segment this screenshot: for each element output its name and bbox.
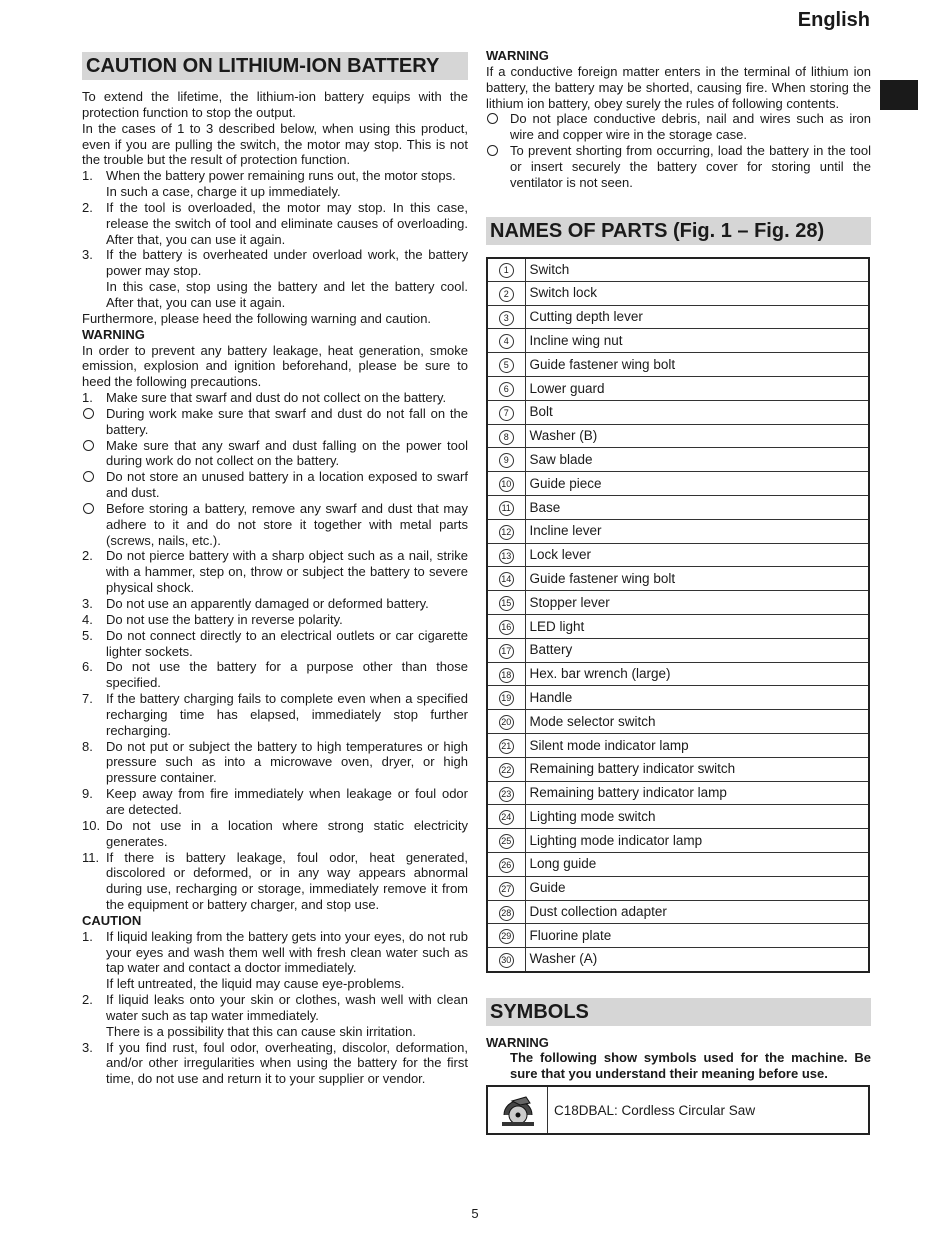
part-name: Stopper lever (525, 591, 869, 615)
warning-items-list (82, 548, 468, 912)
table-row (487, 448, 869, 472)
table-row (487, 305, 869, 329)
bullet-text: Do not place conductive debris, nail and wires such as iron wire and copper wire in the storage case. (510, 111, 871, 143)
item-text: Do not pierce battery with a sharp object such as a nail, strike with a hammer, step on, throw or subject the battery to severe physical shock. (106, 548, 468, 596)
part-number-cell (487, 591, 525, 615)
bullet-text: Make sure that any swarf and dust falling on the power tool during work do not collect on the battery. (106, 437, 468, 469)
part-name: Lower guard (525, 377, 869, 401)
table-row (487, 591, 869, 615)
part-number-cell (487, 924, 525, 948)
part-number: 25 (499, 834, 514, 849)
caution-label: CAUTION (82, 912, 142, 928)
part-name: Base (525, 496, 869, 520)
item-number: 3. (82, 596, 93, 611)
caution-items-list (82, 929, 468, 1087)
bullet-text: Do not store an unused battery in a location exposed to swarf and dust. (106, 469, 468, 501)
item-text: If liquid leaking from the battery gets into your eyes, do not rub your eyes and wash them well with fresh clean water such as tap water and contact a doctor immediately. (106, 928, 468, 976)
part-number: 21 (499, 739, 514, 754)
part-number-cell (487, 829, 525, 853)
list-item (82, 659, 468, 691)
bullet-text: Before storing a battery, remove any swarf and dust that may adhere to it and do not store it together with metal parts (screws, nails, etc.). (106, 500, 468, 548)
item-text: Make sure that swarf and dust do not collect on the battery. (106, 390, 447, 406)
table-row (487, 353, 869, 377)
item-subtext: There is a possibility that this can cause skin irritation. (106, 1023, 416, 1039)
table-row (487, 615, 869, 639)
list-item (82, 1040, 468, 1088)
part-number-cell (487, 258, 525, 282)
item-subtext: In such a case, charge it up immediately. (106, 184, 341, 200)
part-name: Cutting depth lever (525, 305, 869, 329)
bullet-item (486, 111, 871, 143)
item-number: 6. (82, 659, 93, 675)
bullet-item (82, 501, 468, 549)
list-item (82, 691, 468, 739)
table-row (487, 853, 869, 877)
part-name: Silent mode indicator lamp (525, 734, 869, 758)
part-name: Saw blade (525, 448, 869, 472)
part-name: Washer (A) (525, 948, 869, 972)
bullet-item (486, 143, 871, 191)
warning-label: WARNING (486, 48, 549, 63)
item-number: 1. (82, 928, 93, 944)
part-name: Remaining battery indicator switch (525, 757, 869, 781)
part-name: Guide (525, 876, 869, 900)
item-number: 8. (82, 738, 93, 754)
part-number-cell (487, 948, 525, 972)
item-text: When the battery power remaining runs out, the motor stops. (106, 168, 456, 184)
part-number-cell (487, 734, 525, 758)
intro-paragraph-1: To extend the lifetime, the lithium-ion battery equips with the protection function to stop the output. (82, 89, 468, 120)
item-number: 7. (82, 691, 93, 707)
part-name: Fluorine plate (525, 924, 869, 948)
part-name: Handle (525, 686, 869, 710)
page-number: 5 (471, 1206, 479, 1221)
caution-heading: CAUTION ON LITHIUM-ION BATTERY (82, 52, 468, 80)
table-row (487, 567, 869, 591)
item-text: If the tool is overloaded, the motor may stop. In this case, release the switch of tool and eliminate causes of overloading. After that, you can use it again. (106, 199, 468, 247)
warning-text: If a conductive foreign matter enters in the terminal of lithium ion battery, the battery may be shorted, causing fire. When storing the lithium ion battery, obey surely the rules of following contents. (486, 63, 871, 111)
part-number-cell (487, 710, 525, 734)
part-number: 5 (499, 358, 514, 373)
item-number: 1. (82, 390, 93, 406)
part-number-cell (487, 400, 525, 424)
part-name: Bolt (525, 400, 869, 424)
part-number: 14 (499, 572, 514, 587)
bullet-text: During work make sure that swarf and dust do not fall on the battery. (106, 405, 468, 437)
part-number: 1 (499, 263, 514, 278)
intro-paragraph-2: In the cases of 1 to 3 described below, when using this product, even if you are pulling the switch, the motor may stop. This is not the trouble but the result of protection function. (82, 120, 468, 168)
item-text: If you find rust, foul odor, overheating, discolor, deformation, and/or other irregularities when using the battery for the first time, do not use and return it to your supplier or vendor. (106, 1039, 468, 1087)
furthermore-text: Furthermore, please heed the following warning and caution. (82, 310, 432, 326)
part-number-cell (487, 805, 525, 829)
part-number: 18 (499, 668, 514, 683)
part-name: Lock lever (525, 543, 869, 567)
storage-bullets-list (486, 111, 871, 190)
table-row (487, 734, 869, 758)
table-row (487, 876, 869, 900)
list-item (82, 818, 468, 850)
table-row (487, 662, 869, 686)
list-item (82, 168, 468, 184)
item-number: 5. (82, 627, 93, 643)
item-text: Do not use in a location where strong static electricity generates. (106, 817, 468, 849)
bullet-marker (82, 501, 106, 549)
caution-column (82, 52, 468, 1087)
part-number-cell (487, 638, 525, 662)
part-number-cell (487, 329, 525, 353)
part-number: 10 (499, 477, 514, 492)
item-text: If there is battery leakage, foul odor, heat generated, discolored or deformed, or in any way appears abnormal during use, recharging or storage, immediately remove it from the equipment or battery charger, and stop use. (106, 849, 468, 913)
item-number: 3. (82, 1039, 93, 1055)
part-name: Incline wing nut (525, 329, 869, 353)
bullet-text: To prevent shorting from occurring, load the battery in the tool or insert securely the battery cover for storing until the ventilator is not seen. (510, 143, 871, 190)
part-name: Washer (B) (525, 424, 869, 448)
table-row (487, 924, 869, 948)
list-item (82, 992, 468, 1024)
part-number: 9 (499, 453, 514, 468)
table-row (487, 543, 869, 567)
table-row (487, 258, 869, 282)
part-number: 8 (499, 430, 514, 445)
list-item (82, 850, 468, 913)
bullet-marker (82, 438, 106, 470)
warning-label: WARNING (82, 326, 145, 342)
part-number-cell (487, 900, 525, 924)
bullet-item (82, 469, 468, 501)
item-number: 11. (82, 849, 100, 865)
table-row (487, 281, 869, 305)
part-name: Mode selector switch (525, 710, 869, 734)
table-row (487, 781, 869, 805)
part-number-cell (487, 567, 525, 591)
part-name: Long guide (525, 853, 869, 877)
item-text: If the battery is overheated under overload work, the battery power may stop. (106, 247, 468, 279)
part-name: Dust collection adapter (525, 900, 869, 924)
item-text: Do not use the battery for a purpose other than those specified. (106, 659, 468, 691)
item-text: Keep away from fire immediately when leakage or foul odor are detected. (106, 786, 468, 817)
bullet-marker (486, 143, 510, 191)
bullet-item (82, 406, 468, 438)
symbols-warning-label: WARNING (486, 1034, 549, 1050)
table-row (487, 900, 869, 924)
part-number-cell (487, 281, 525, 305)
part-number-cell (487, 305, 525, 329)
part-number: 6 (499, 382, 514, 397)
list-item (82, 200, 468, 248)
symbols-heading: SYMBOLS (486, 998, 871, 1026)
list-item (82, 739, 468, 787)
part-name: Hex. bar wrench (large) (525, 662, 869, 686)
language-tab-marker (880, 80, 918, 110)
list-item (82, 548, 468, 596)
part-name: Remaining battery indicator lamp (525, 781, 869, 805)
language-label: English (797, 9, 870, 31)
item-text: Do not put or subject the battery to high temperatures or high pressure such as into a microwave oven, dryer, or high pressure container. (106, 738, 468, 786)
circle-bullet-icon (83, 503, 94, 514)
part-number-cell (487, 876, 525, 900)
circle-bullet-icon (83, 471, 94, 482)
part-name: Switch lock (525, 281, 869, 305)
parts-heading: NAMES OF PARTS (Fig. 1 – Fig. 28) (486, 217, 871, 245)
part-number: 17 (499, 644, 514, 659)
list-item (82, 628, 468, 660)
part-number: 13 (499, 549, 514, 564)
item-number: 9. (82, 786, 93, 802)
part-number: 30 (499, 953, 514, 968)
table-row (487, 519, 869, 543)
part-number-cell (487, 781, 525, 805)
part-name: Lighting mode indicator lamp (525, 829, 869, 853)
item-subtext: In this case, stop using the battery and let the battery cool. After that, you can use it again. (106, 279, 468, 310)
list-item (82, 247, 468, 279)
part-number: 29 (499, 929, 514, 944)
part-number-cell (487, 472, 525, 496)
part-number-cell (487, 353, 525, 377)
item-subtext: If left untreated, the liquid may cause eye-problems. (106, 976, 405, 992)
part-number: 2 (499, 287, 514, 302)
part-number-cell (487, 662, 525, 686)
part-number: 27 (499, 882, 514, 897)
item-number: 4. (82, 611, 93, 627)
list-item (82, 786, 468, 818)
part-name: LED light (525, 615, 869, 639)
list-item (82, 612, 468, 628)
table-row (487, 757, 869, 781)
item-text: If liquid leaks onto your skin or clothes, wash well with clean water such as tap water immediately. (106, 992, 468, 1023)
part-number: 12 (499, 525, 514, 540)
circle-bullet-icon (83, 408, 94, 419)
item-number: 1. (82, 168, 93, 184)
part-number-cell (487, 686, 525, 710)
bullet-marker (82, 469, 106, 501)
item-text: Do not use the battery in reverse polarity. (106, 611, 343, 627)
part-name: Guide piece (525, 472, 869, 496)
table-row (487, 496, 869, 520)
part-number: 22 (499, 763, 514, 778)
part-name: Guide fastener wing bolt (525, 353, 869, 377)
part-number: 28 (499, 906, 514, 921)
part-number: 16 (499, 620, 514, 635)
item-text: Do not use an apparently damaged or deformed battery. (106, 596, 429, 611)
item-text: If the battery charging fails to complete even when a specified recharging time has elapsed, immediately stop further recharging. (106, 691, 468, 738)
circle-bullet-icon (487, 145, 498, 156)
table-row (487, 805, 869, 829)
part-name: Lighting mode switch (525, 805, 869, 829)
part-number: 4 (499, 334, 514, 349)
item-number: 2. (82, 992, 93, 1008)
table-row (487, 710, 869, 734)
part-number-cell (487, 543, 525, 567)
symbols-intro: The following show symbols used for the machine. Be sure that you understand their meaning before use. (510, 1050, 871, 1082)
circle-bullet-icon (487, 113, 498, 124)
item-number: 2. (82, 548, 93, 564)
table-row (487, 472, 869, 496)
table-row (487, 829, 869, 853)
part-number: 11 (499, 501, 514, 516)
part-number-cell (487, 757, 525, 781)
item-number: 10. (82, 817, 101, 833)
circle-bullet-icon (83, 440, 94, 451)
part-number-cell (487, 496, 525, 520)
parts-column (486, 48, 871, 1135)
list-item (82, 929, 468, 977)
part-number-cell (487, 615, 525, 639)
warning-bullets-list (82, 406, 468, 549)
bullet-marker (82, 406, 106, 438)
part-name: Guide fastener wing bolt (525, 567, 869, 591)
warning-intro: In order to prevent any battery leakage, heat generation, smoke emission, explosion and ignition beforehand, please be sure to heed the following precautions. (82, 342, 468, 390)
part-name: Battery (525, 638, 869, 662)
part-number: 15 (499, 596, 514, 611)
item-number: 3. (82, 247, 93, 263)
table-row (487, 638, 869, 662)
table-row (487, 686, 869, 710)
part-number-cell (487, 853, 525, 877)
table-row (487, 400, 869, 424)
protection-cases-list (82, 168, 468, 311)
item-text: Do not connect directly to an electrical outlets or car cigarette lighter sockets. (106, 627, 468, 659)
table-row (487, 424, 869, 448)
part-number: 23 (499, 787, 514, 802)
part-number-cell (487, 424, 525, 448)
part-number: 7 (499, 406, 514, 421)
part-name: Incline lever (525, 519, 869, 543)
parts-table (486, 257, 870, 973)
part-number-cell (487, 377, 525, 401)
part-name: Switch (525, 258, 869, 282)
circular-saw-icon (488, 1087, 548, 1133)
part-number-cell (487, 519, 525, 543)
part-number: 24 (499, 810, 514, 825)
part-number: 20 (499, 715, 514, 730)
bullet-item (82, 438, 468, 470)
list-item (82, 390, 468, 406)
symbol-table (486, 1085, 870, 1135)
part-number-cell (487, 448, 525, 472)
table-row (487, 377, 869, 401)
part-number: 26 (499, 858, 514, 873)
symbol-description: C18DBAL: Cordless Circular Saw (554, 1103, 756, 1119)
table-row (487, 329, 869, 353)
part-number: 3 (499, 311, 514, 326)
part-number: 19 (499, 691, 514, 706)
table-row (487, 948, 869, 972)
list-item (82, 596, 468, 612)
bullet-marker (486, 111, 510, 143)
item-number: 2. (82, 199, 93, 215)
